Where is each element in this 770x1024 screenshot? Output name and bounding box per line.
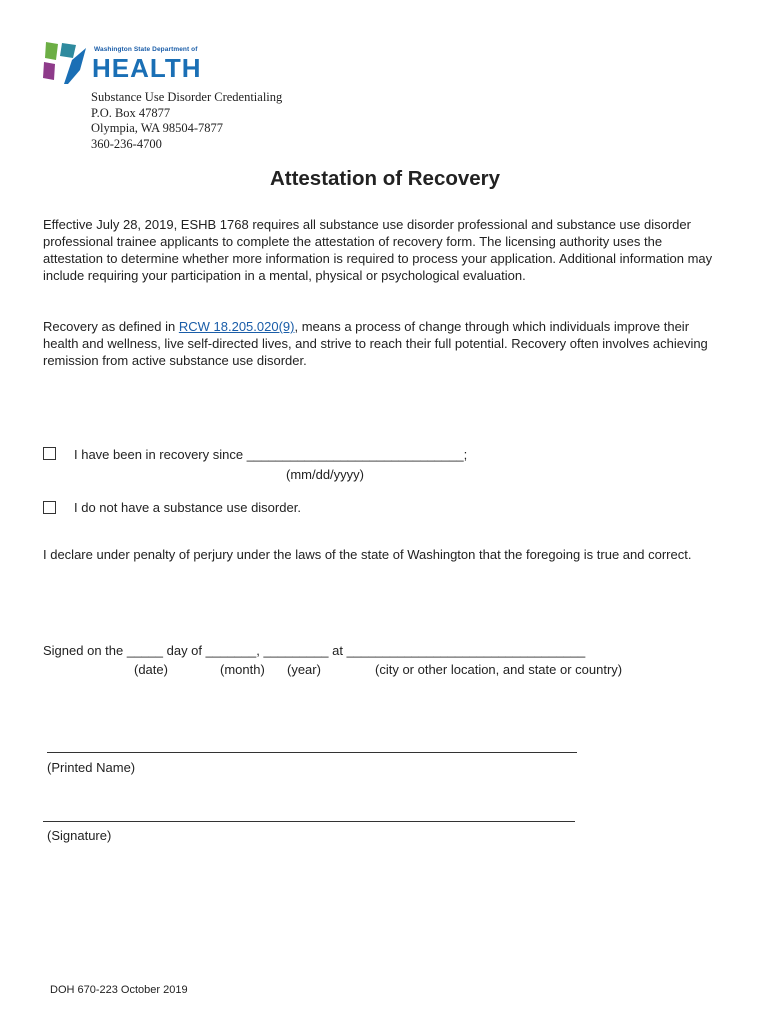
intro-paragraph: Effective July 28, 2019, ESHB 1768 requires all substance use disorder professional and substance use disorder professional trainee applicants to complete the attestation of recovery form. The licensing authority uses the attestation to determine whether more information is required to process your application. Additional information may include requiring your participation in a mental, physical or psychological evaluation. [43, 217, 713, 283]
signed-year-caption: (year) [287, 662, 321, 677]
printed-name-line[interactable] [47, 752, 577, 753]
doh-logo [42, 40, 202, 90]
no-disorder-checkbox[interactable] [43, 501, 56, 514]
recovery-date-hint: (mm/dd/yyyy) [286, 467, 364, 482]
signed-location-caption: (city or other location, and state or country) [375, 662, 623, 677]
form-footer: DOH 670-223 October 2019 [50, 984, 188, 996]
signed-date-caption: (date) [134, 662, 168, 677]
declaration-text: I declare under penalty of perjury under the laws of the state of Washington that the foregoing is true and correct. [43, 547, 692, 562]
recovery-since-label: I have been in recovery since ______________________________; [74, 447, 468, 462]
mailing-address [91, 90, 282, 152]
definition-text-before: Recovery as defined in [43, 319, 179, 334]
logo-department-text: Washington State Department of [94, 46, 198, 53]
no-disorder-label: I do not have a substance use disorder. [74, 500, 301, 515]
recovery-definition [43, 318, 713, 369]
page-title: Attestation of Recovery [269, 167, 501, 190]
doh-logo-mark-icon [42, 40, 90, 88]
signature-line[interactable] [43, 821, 575, 822]
address-phone: 360-236-4700 [91, 136, 162, 151]
signed-on-line: Signed on the _____ day of _______, _________ at _________________________________ [43, 643, 586, 658]
address-line: P.O. Box 47877 [91, 105, 171, 120]
printed-name-caption: (Printed Name) [47, 760, 136, 775]
address-line: Olympia, WA 98504-7877 [91, 121, 224, 135]
signature-caption: (Signature) [47, 828, 112, 843]
recovery-checkbox[interactable] [43, 447, 56, 460]
rcw-link[interactable]: RCW 18.205.020(9) [178, 319, 295, 334]
definition-text-after: , means a process of change through which individuals improve their health and wellness, live self-directed lives, and strive to reach their full potential. Recovery often involves achieving remission from active substance use disorder. [43, 319, 708, 368]
address-line: Substance Use Disorder Credentialing [91, 90, 283, 104]
signed-month-caption: (month) [220, 662, 265, 677]
logo-health-text: HEALTH [92, 53, 202, 83]
